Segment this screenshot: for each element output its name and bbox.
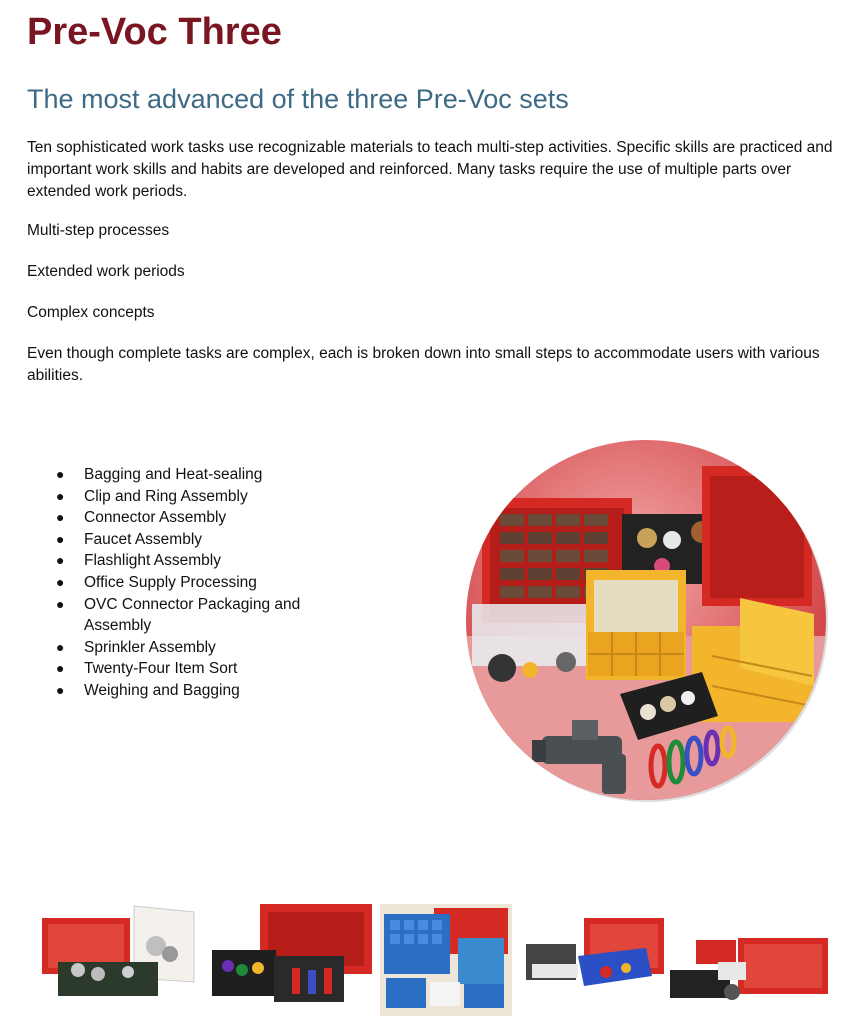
point-extended-work: Extended work periods: [27, 263, 185, 280]
list-item: ● Flashlight Assembly: [56, 550, 316, 572]
bullet-icon: ●: [56, 530, 65, 547]
bullet-icon: ●: [56, 552, 65, 569]
kit-photo-2: [208, 898, 376, 1016]
bullet-icon: ●: [56, 509, 65, 526]
point-complex-concepts: Complex concepts: [27, 304, 155, 321]
list-item: ● OVC Connector Packaging and Assembly: [56, 595, 301, 635]
task-list: [56, 464, 316, 702]
bullet-icon: ●: [56, 638, 65, 655]
point-multi-step: Multi-step processes: [27, 222, 170, 239]
kit-photo-4: [522, 898, 668, 1016]
bullet-icon: ●: [56, 595, 65, 612]
bullet-icon: ●: [56, 487, 65, 504]
page-title: Pre-Voc Three: [27, 11, 282, 53]
list-item: ● Twenty-Four Item Sort: [56, 658, 316, 680]
list-item: ● Clip and Ring Assembly: [56, 486, 316, 508]
list-item: ● Office Supply Processing: [56, 572, 316, 594]
product-photo-circle: [462, 436, 830, 804]
kit-photo-3: [380, 898, 512, 1016]
closing-paragraph: Even though complete tasks are complex, each is broken down into small steps to accommodate users with various abilities.: [27, 345, 820, 384]
page-subtitle: The most advanced of the three Pre-Voc sets: [27, 84, 569, 114]
bullet-icon: ●: [56, 573, 65, 590]
bullet-icon: ●: [56, 660, 65, 677]
list-item: ● Faucet Assembly: [56, 529, 316, 551]
list-item: ● Weighing and Bagging: [56, 680, 316, 702]
red-bin-back-right: [702, 466, 812, 606]
list-item: ● Bagging and Heat-sealing: [56, 464, 316, 486]
list-item: ● Sprinkler Assembly: [56, 637, 316, 659]
list-item: ● Connector Assembly: [56, 507, 316, 529]
yellow-organizer-center: [586, 570, 686, 680]
bullet-icon: ●: [56, 466, 65, 482]
kit-photo-1: [38, 898, 202, 1016]
intro-paragraph: Ten sophisticated work tasks use recognizable materials to teach multi-step activities. Specific skills are practiced and important work skills and habits are developed and reinforced. Many tasks require the use of multiple parts over extended work periods.: [27, 139, 833, 200]
bullet-icon: ●: [56, 681, 65, 698]
kit-photo-5: [668, 898, 832, 1016]
